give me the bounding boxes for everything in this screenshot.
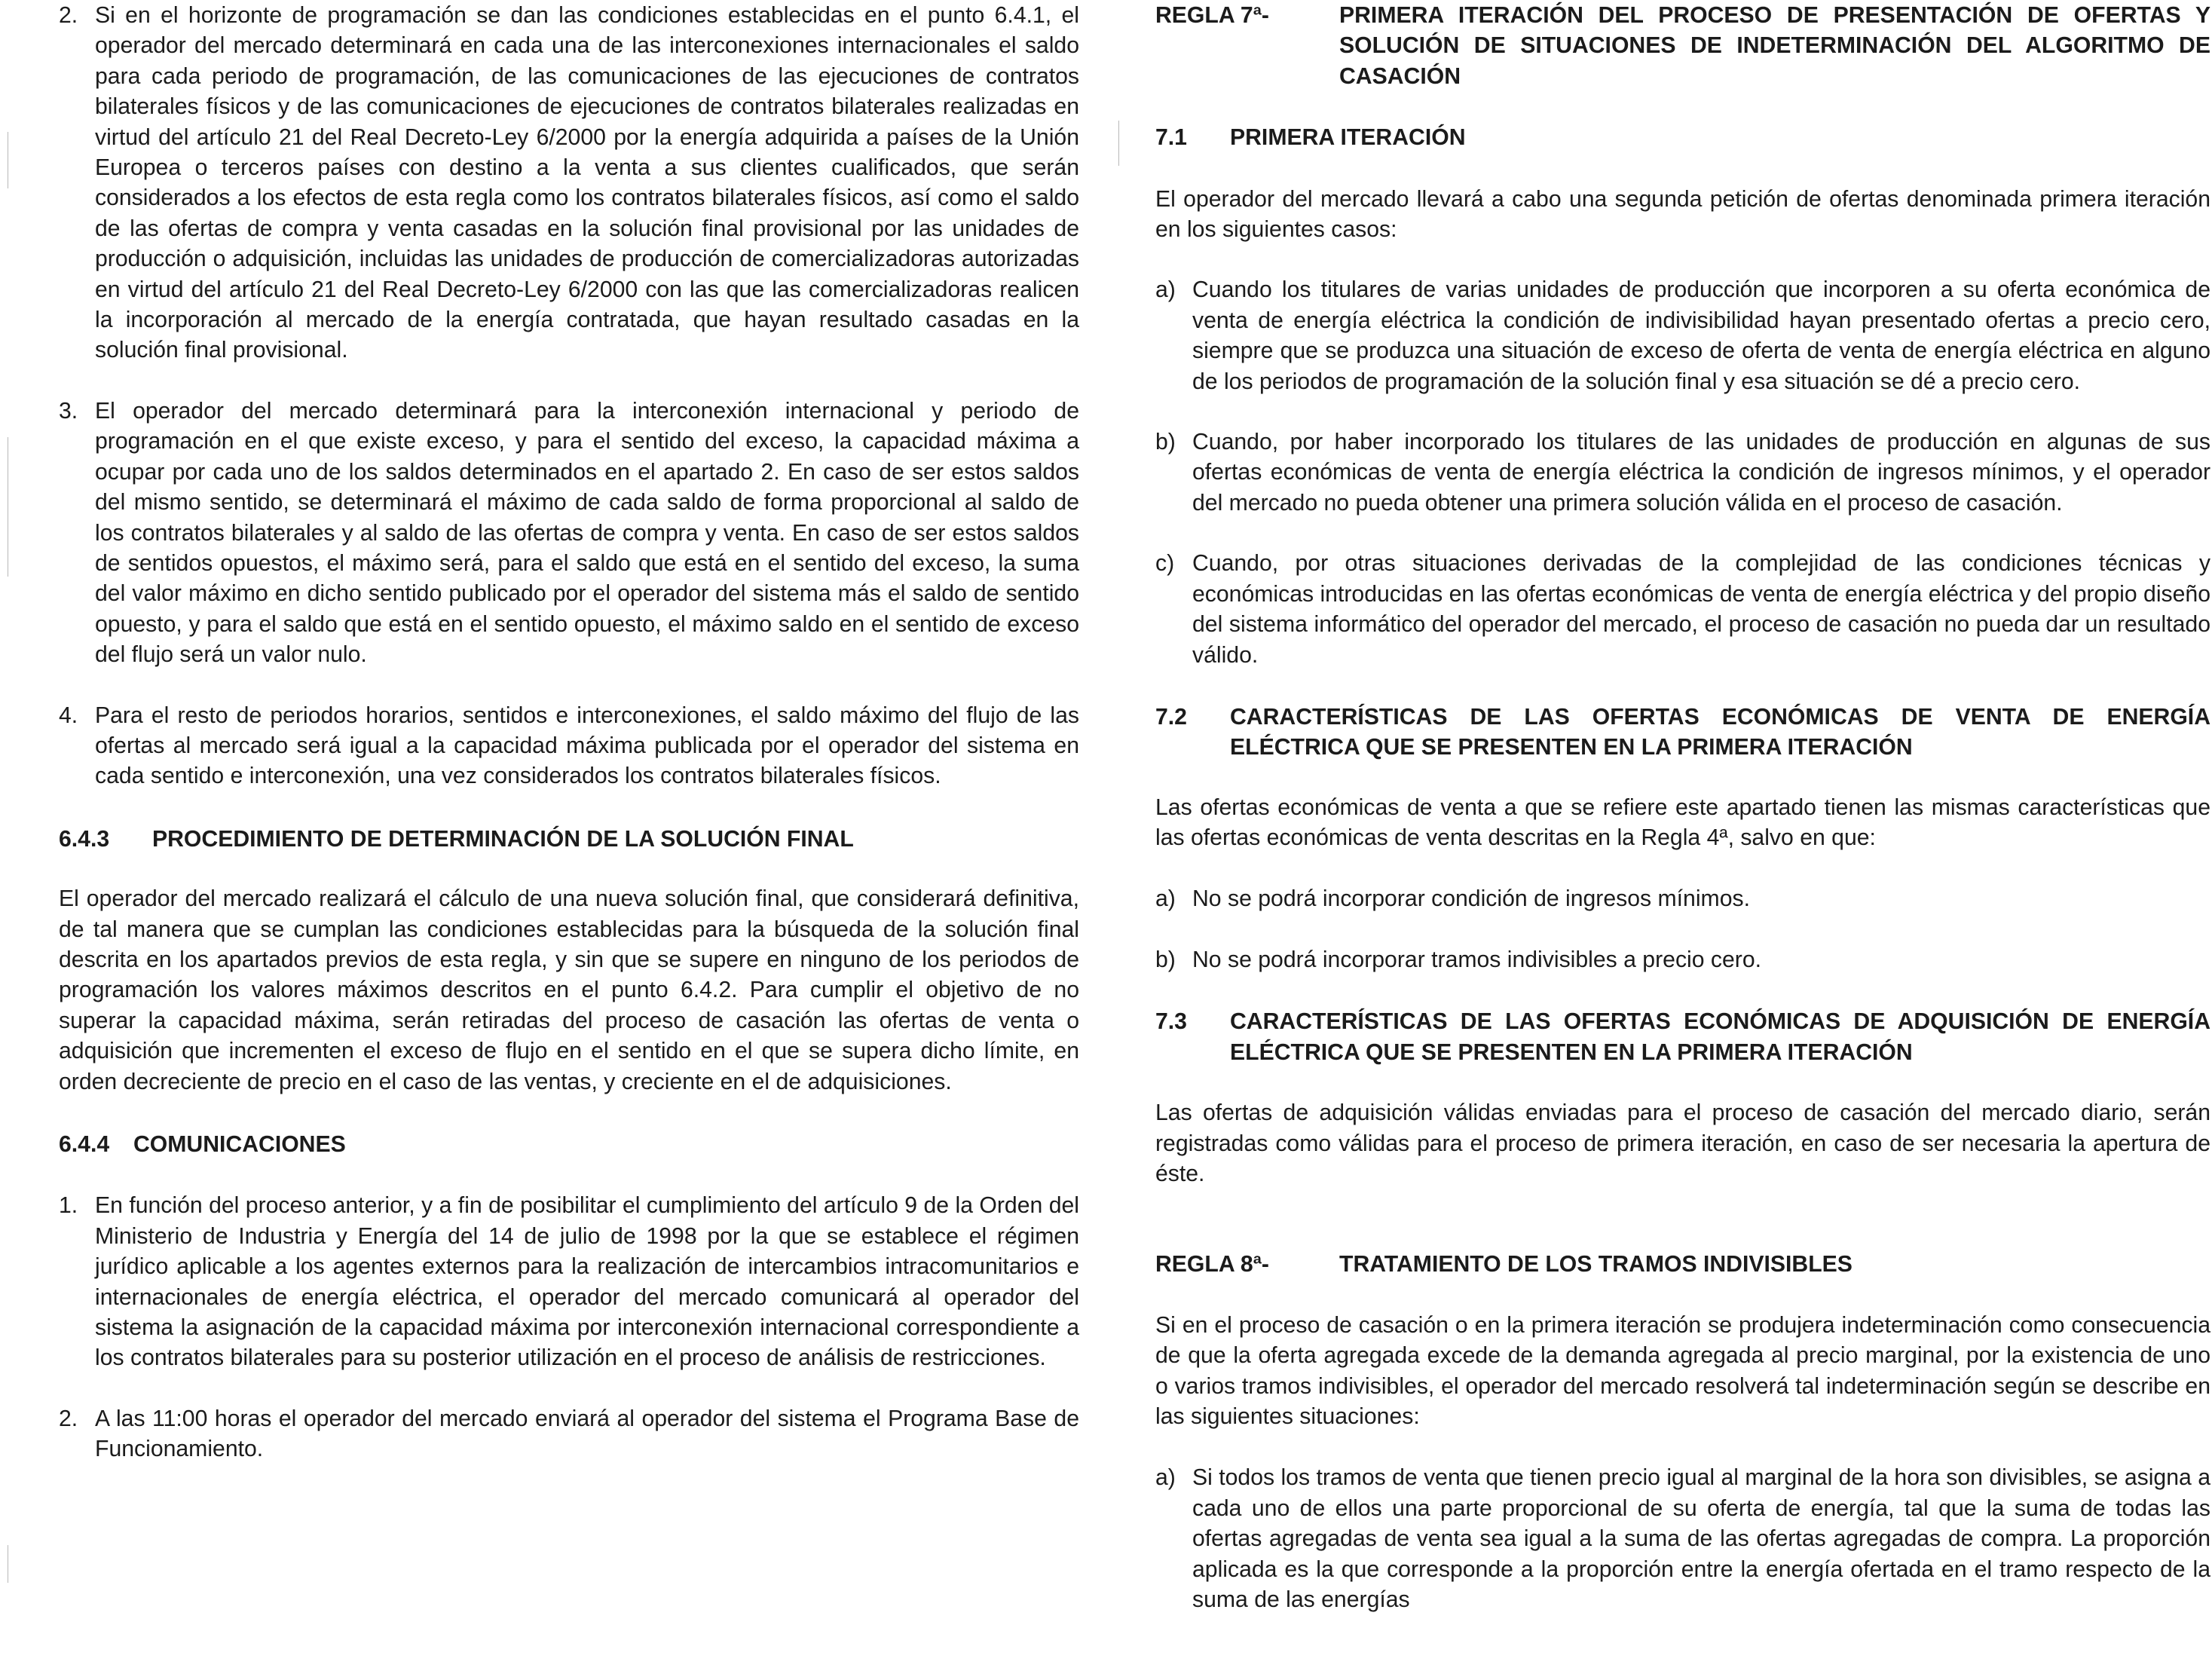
section-heading-6-4-4 (59, 1130, 1079, 1160)
list-number: 2. (59, 3, 78, 28)
list-label: b) (1155, 430, 1176, 455)
list-item-text: En función del proceso anterior, y a fin de posibilitar el cumplimiento del artículo 9 de la Orden del Ministerio de Industria y Energía del 14 de julio de 1998 por la que se establece el régimen jurídico aplicable a los agentes externos para la realización de intercambios intracomunitarios e internacionales de energía eléctrica, el operador del mercado comunicará al operador del sistema la asignación de la capacidad máxima por interconexión internacional correspondiente a los contratos bilaterales para su posterior utilización en el proceso de análisis de restricciones. (95, 1193, 1079, 1371)
list-item-text: Si en el horizonte de programación se dan las condiciones establecidas en el punto 6.4.1, el operador del mercado determinará en cada una de las interconexiones internacionales el saldo para cada periodo de programación, de las comunicaciones de las ejecuciones de contratos bilaterales físicos y de las comunicaciones de ejecuciones de contratos bilaterales realizadas en virtud del artículo 21 del Real Decreto-Ley 6/2000 por la energía adquirida a países de la Unión Europea o terceros países con destino a la venta a sus clientes cualificados, que serán considerados a los efectos de esta regla como los contratos bilaterales físicos, así como el saldo de las ofertas de compra y venta casadas en la solución final provisional por las unidades de producción o adquisición, incluidas las unidades de producción de comercializadoras autorizadas en virtud del artículo 21 del Real Decreto-Ley 6/2000 con las que las comercializadoras realicen la incorporación al mercado de la energía contratada, que hayan resultado casadas en la solución final provisional. (95, 3, 1079, 363)
list-item-text: Para el resto de periodos horarios, sentidos e interconexiones, el saldo máximo del flujo de las ofertas al mercado será igual a la capacidad máxima publicada por el operador del sistema en cada sentido e interconexión, una vez considerados los contratos bilaterales físicos. (95, 702, 1079, 789)
list-label: a) (1155, 886, 1176, 911)
right-column (1155, 0, 2210, 1615)
list-label: c) (1155, 551, 1175, 577)
section-code: 7.2 (1155, 704, 1187, 730)
list-number: 1. (59, 1193, 78, 1219)
rule-title: PRIMERA ITERACIÓN DEL PROCESO DE PRESENTACIÓN DE OFERTAS Y SOLUCIÓN DE SITUACIONES DE INDETERMINACIÓN DEL ALGORITMO DE CASACIÓN (1339, 3, 2210, 89)
list-item-text: No se podrá incorporar tramos indivisibles a precio cero. (1192, 947, 1762, 972)
list-item-b1 (59, 1191, 1079, 1373)
list-label: b) (1155, 947, 1176, 972)
section-code: 7.1 (1155, 125, 1187, 151)
section-title: CARACTERÍSTICAS DE LAS OFERTAS ECONÓMICAS DE VENTA DE ENERGÍA ELÉCTRICA QUE SE PRESENTEN EN LA PRIMERA ITERACIÓN (1230, 704, 2210, 760)
section-code: 6.4.4 (59, 1132, 110, 1157)
list-item-7-2-b (1155, 945, 2210, 975)
scan-mark-right-1 (1118, 121, 1119, 166)
list-item-7-1-b (1155, 427, 2210, 519)
rule-title: TRATAMIENTO DE LOS TRAMOS INDIVISIBLES (1339, 1252, 1853, 1278)
rule-code: REGLA 8ª- (1155, 1252, 1269, 1278)
section-title: PRIMERA ITERACIÓN (1230, 125, 1466, 151)
section-title: COMUNICACIONES (133, 1132, 346, 1157)
paragraph-rule-8-intro: Si en el proceso de casación o en la primera iteración se produjera indeterminación como consecuencia de que la oferta agregada excede de la demanda agregada al precio marginal, por la existencia de uno o varios tramos indivisibles, el operador del mercado resolverá tal indeterminación según se describe en las siguientes situaciones: (1155, 1312, 2210, 1429)
section-code: 6.4.3 (59, 826, 110, 852)
list-item-text: Cuando, por otras situaciones derivadas de la complejidad de las condiciones técnicas y económicas introducidas en las ofertas económicas de venta de energía eléctrica y del propio diseño del sistema informático del operador del mercado, el proceso de casación no pueda dar un resultado válido. (1192, 551, 2210, 668)
section-heading-7-1 (1155, 123, 2210, 153)
list-item-b2 (59, 1404, 1079, 1465)
section-heading-7-3 (1155, 1007, 2210, 1068)
list-number: 3. (59, 398, 78, 424)
section-title: PROCEDIMIENTO DE DETERMINACIÓN DE LA SOLUCIÓN FINAL (152, 826, 854, 852)
list-item-3 (59, 396, 1079, 671)
list-item-8-a (1155, 1463, 2210, 1615)
list-item-text: Cuando, por haber incorporado los titulares de las unidades de producción en algunas de sus ofertas económicas de venta de energía eléctrica la condición de ingresos mínimos, y el operador del mercado no pueda obtener una primera solución válida en el proceso de casación. (1192, 430, 2210, 516)
list-item-7-2-a (1155, 884, 2210, 914)
list-label: a) (1155, 1465, 1176, 1491)
paragraph-7-2-intro: Las ofertas económicas de venta a que se refiere este apartado tienen las mismas características que las ofertas económicas de venta descritas en la Regla 4ª, salvo en que: (1155, 794, 2210, 851)
rule-code: REGLA 7ª- (1155, 3, 1269, 28)
list-item-text: No se podrá incorporar condición de ingresos mínimos. (1192, 886, 1750, 911)
rule-7-heading (1155, 1, 2210, 92)
list-number: 2. (59, 1406, 78, 1431)
list-number: 4. (59, 702, 78, 728)
list-label: a) (1155, 277, 1176, 303)
paragraph-7-1-intro: El operador del mercado llevará a cabo una segunda petición de ofertas denominada primera iteración en los siguientes casos: (1155, 186, 2210, 243)
paragraph-6-4-3: El operador del mercado realizará el cálculo de una nueva solución final, que considerará definitiva, de tal manera que se cumplan las condiciones establecidas para la búsqueda de la solución final descrita en los apartados previos de esta regla, y sin que se supere en ninguno de los periodos de programación los valores máximos descritos en el punto 6.4.2. Para cumplir el objetivo de no superar la capacidad máxima, serán retiradas del proceso de casación las ofertas de venta o adquisición que incrementen el exceso de flujo en el sentido en el que se supera dicho límite, en orden decreciente de precio en el caso de las ventas, y creciente en el de adquisiciones. (59, 886, 1079, 1094)
list-item-4 (59, 701, 1079, 792)
paragraph-7-3: Las ofertas de adquisición válidas enviadas para el proceso de casación del mercado diario, serán registradas como válidas para el proceso de primera iteración, en caso de ser necesaria la apertura de éste. (1155, 1100, 2210, 1186)
section-heading-7-2 (1155, 702, 2210, 763)
list-item-7-1-c (1155, 549, 2210, 671)
list-item-text: Cuando los titulares de varias unidades de producción que incorporen a su oferta económica de venta de energía eléctrica la condición de indivisibilidad hayan presentado ofertas a precio cero, siempre que se produzca una situación de exceso de oferta de venta de energía eléctrica en alguno de los periodos de programación de la solución final y esa situación se dé a precio cero. (1192, 277, 2210, 394)
section-title: CARACTERÍSTICAS DE LAS OFERTAS ECONÓMICAS DE ADQUISICIÓN DE ENERGÍA ELÉCTRICA QUE SE PRESENTEN EN LA PRIMERA ITERACIÓN (1230, 1009, 2210, 1065)
list-item-7-1-a (1155, 275, 2210, 397)
left-column (59, 0, 1079, 1465)
list-item-text: El operador del mercado determinará para la interconexión internacional y periodo de programación en el que existe exceso, y para el sentido del exceso, la capacidad máxima a ocupar por cada uno de los saldos determinados en el apartado 2. En caso de ser estos saldos del mismo sentido, se determinará el máximo de cada saldo de forma proporcional al saldo de los contratos bilaterales y al saldo de las ofertas de compra y venta. En caso de ser estos saldos de sentidos opuestos, el máximo será, para el saldo que está en el sentido del exceso, la suma del valor máximo en dicho sentido publicado por el operador del sistema más el saldo de sentido opuesto, y para el saldo que está en el sentido opuesto, el máximo saldo en el sentido de exceso del flujo será un valor nulo. (95, 398, 1079, 668)
rule-8-heading (1155, 1250, 2210, 1280)
list-item-text: A las 11:00 horas el operador del mercado enviará al operador del sistema el Programa Base de Funcionamiento. (95, 1406, 1079, 1462)
list-item-2 (59, 1, 1079, 366)
section-heading-6-4-3 (59, 825, 1079, 855)
list-item-text: Si todos los tramos de venta que tienen precio igual al marginal de la hora son divisibles, se asigna a cada uno de ellos una parte proporcional de su oferta de energía, tal que la suma de todas las ofertas agregadas de venta sea igual a la suma de las ofertas agregadas de compra. La proporción aplicada es la que corresponde a la proporción entre la energía ofertada en el tramo respecto de la suma de las energías (1192, 1465, 2210, 1613)
section-code: 7.3 (1155, 1009, 1187, 1035)
